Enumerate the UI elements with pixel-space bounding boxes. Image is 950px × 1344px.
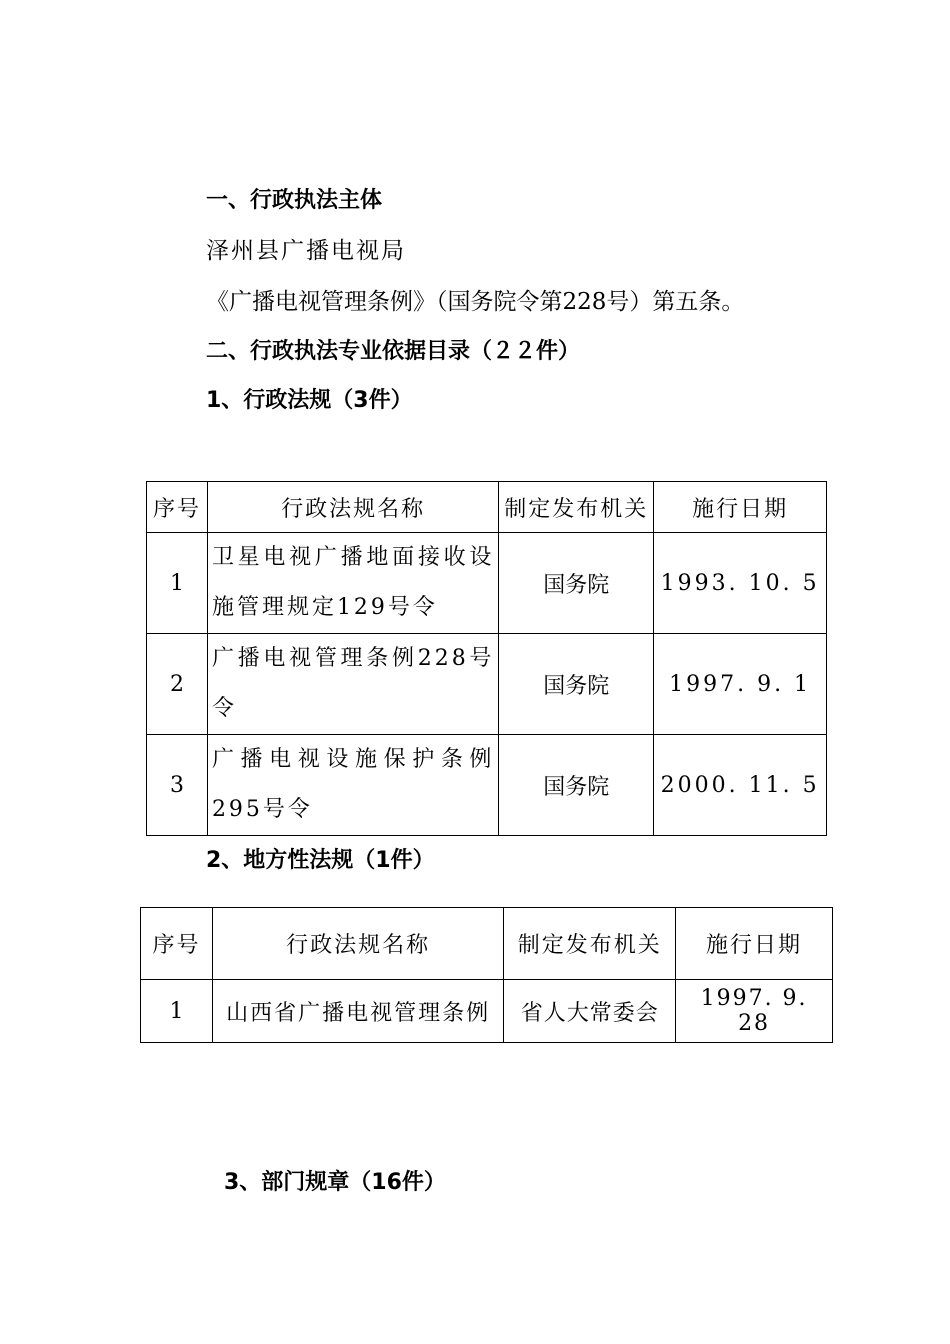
section1-heading: 一、行政执法主体: [206, 188, 383, 213]
row-name: 卫星电视广播地面接收设施管理规定129号令: [207, 533, 499, 634]
legal-basis: 《广播电视管理条例》（国务院令第228号）第五条。: [206, 289, 745, 315]
section2-heading: 二、行政执法专业依据目录（２２件）: [206, 339, 581, 364]
enforcement-body: 泽州县广播电视局: [206, 238, 406, 264]
row-seq: 3: [147, 735, 208, 836]
row-seq: 1: [147, 533, 208, 634]
row-org: 国务院: [499, 533, 654, 634]
header-name: 行政法规名称: [207, 482, 499, 533]
row-org: 省人大常委会: [504, 980, 676, 1043]
header-date: 施行日期: [654, 482, 827, 533]
row-org: 国务院: [499, 634, 654, 735]
row-date: 1997. 9. 1: [654, 634, 827, 735]
row-org: 国务院: [499, 735, 654, 836]
header-org: 制定发布机关: [499, 482, 654, 533]
table-header-row: [147, 482, 827, 533]
row-name: 广播电视管理条例228号令: [207, 634, 499, 735]
row-name: 广播电视设施保护条例295号令: [207, 735, 499, 836]
row-seq: 2: [147, 634, 208, 735]
table-row: [141, 980, 833, 1043]
table-row: [147, 634, 827, 735]
sub2-heading: 2、地方性法规（1件）: [206, 848, 435, 873]
row-date: 1997. 9. 28: [676, 980, 833, 1043]
header-seq: 序号: [147, 482, 208, 533]
sub3-heading: 3、部门规章（16件）: [224, 1170, 446, 1195]
row-date: 1993. 10. 5: [654, 533, 827, 634]
local-regulations-table: [140, 907, 833, 1043]
sub1-heading: 1、行政法规（3件）: [206, 388, 413, 413]
header-seq: 序号: [141, 908, 213, 980]
row-seq: 1: [141, 980, 213, 1043]
admin-regulations-table: [146, 481, 827, 836]
row-date: 2000. 11. 5: [654, 735, 827, 836]
row-name: 山西省广播电视管理条例: [212, 980, 503, 1043]
table-row: [147, 735, 827, 836]
table-row: [147, 533, 827, 634]
header-name: 行政法规名称: [212, 908, 503, 980]
table-header-row: [141, 908, 833, 980]
header-org: 制定发布机关: [504, 908, 676, 980]
header-date: 施行日期: [676, 908, 833, 980]
